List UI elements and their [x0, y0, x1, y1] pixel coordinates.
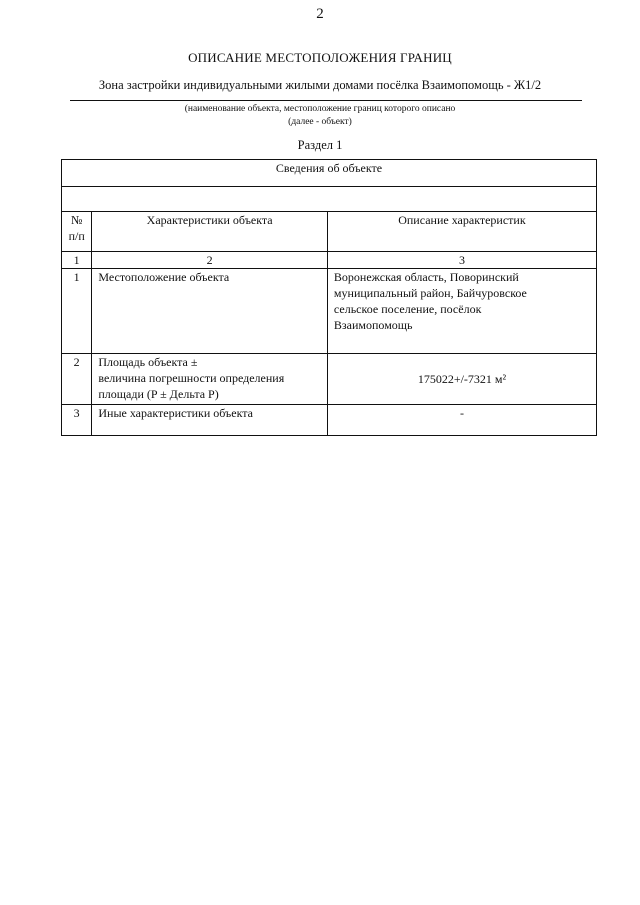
- row-description-line: Взаимопомощь: [333, 318, 413, 332]
- page-number: 2: [316, 6, 324, 22]
- table-header: Сведения об объекте: [62, 160, 597, 187]
- row-description-line: Воронежская область, Поворинский: [333, 270, 519, 284]
- table-row: [62, 354, 597, 405]
- section-label: Раздел 1: [297, 138, 343, 152]
- row-number: 1: [62, 269, 92, 354]
- column-index-1: 1: [62, 252, 92, 269]
- caption-line-2: (далее - объект): [288, 117, 352, 127]
- document-title: ОПИСАНИЕ МЕСТОПОЛОЖЕНИЯ ГРАНИЦ: [188, 50, 452, 65]
- column-header-num-line-2: п/п: [68, 229, 85, 243]
- column-index-2: 2: [92, 252, 328, 269]
- table-row: [62, 405, 597, 436]
- table-row: [62, 269, 597, 354]
- row-characteristic-line: площади (P ± Дельта P): [98, 387, 219, 401]
- object-name: Зона застройки индивидуальными жилыми домами посёлка Взаимопомощь - Ж1/2: [98, 78, 542, 92]
- empty-cell: [62, 187, 597, 212]
- table-header-row: [62, 160, 597, 187]
- row-description-line: -: [459, 406, 464, 420]
- table-empty-row: [62, 187, 597, 212]
- row-characteristic: [92, 405, 328, 436]
- row-description-line: муниципальный район, Байчуровское: [333, 286, 527, 300]
- row-number: 3: [62, 405, 92, 436]
- caption-line-1: (наименование объекта, местоположение границ которого описано: [184, 104, 456, 114]
- row-characteristic: [92, 269, 328, 354]
- row-description: [327, 269, 596, 354]
- column-index-3: 3: [327, 252, 596, 269]
- column-header-num-line-1: №: [70, 213, 83, 227]
- row-description-line: 175022+/-7321 м²: [417, 372, 507, 386]
- row-characteristic: [92, 354, 328, 405]
- column-header-characteristic: Характеристики объекта: [92, 212, 328, 252]
- column-header-num: [62, 212, 92, 252]
- object-info-table: [61, 159, 597, 436]
- title-underline: [70, 100, 582, 101]
- object-caption: [0, 103, 640, 129]
- row-characteristic-line: величина погрешности определения: [98, 371, 285, 385]
- column-header-description: Описание характеристик: [327, 212, 596, 252]
- row-characteristic-line: Местоположение объекта: [98, 270, 230, 284]
- row-characteristic-line: Иные характеристики объекта: [98, 406, 253, 420]
- column-headers-row: [62, 212, 597, 252]
- row-description: [327, 405, 596, 436]
- row-description: [327, 354, 596, 405]
- row-characteristic-line: Площадь объекта ±: [98, 355, 198, 369]
- column-index-row: [62, 252, 597, 269]
- row-description-line: сельское поселение, посёлок: [333, 302, 482, 316]
- row-number: 2: [62, 354, 92, 405]
